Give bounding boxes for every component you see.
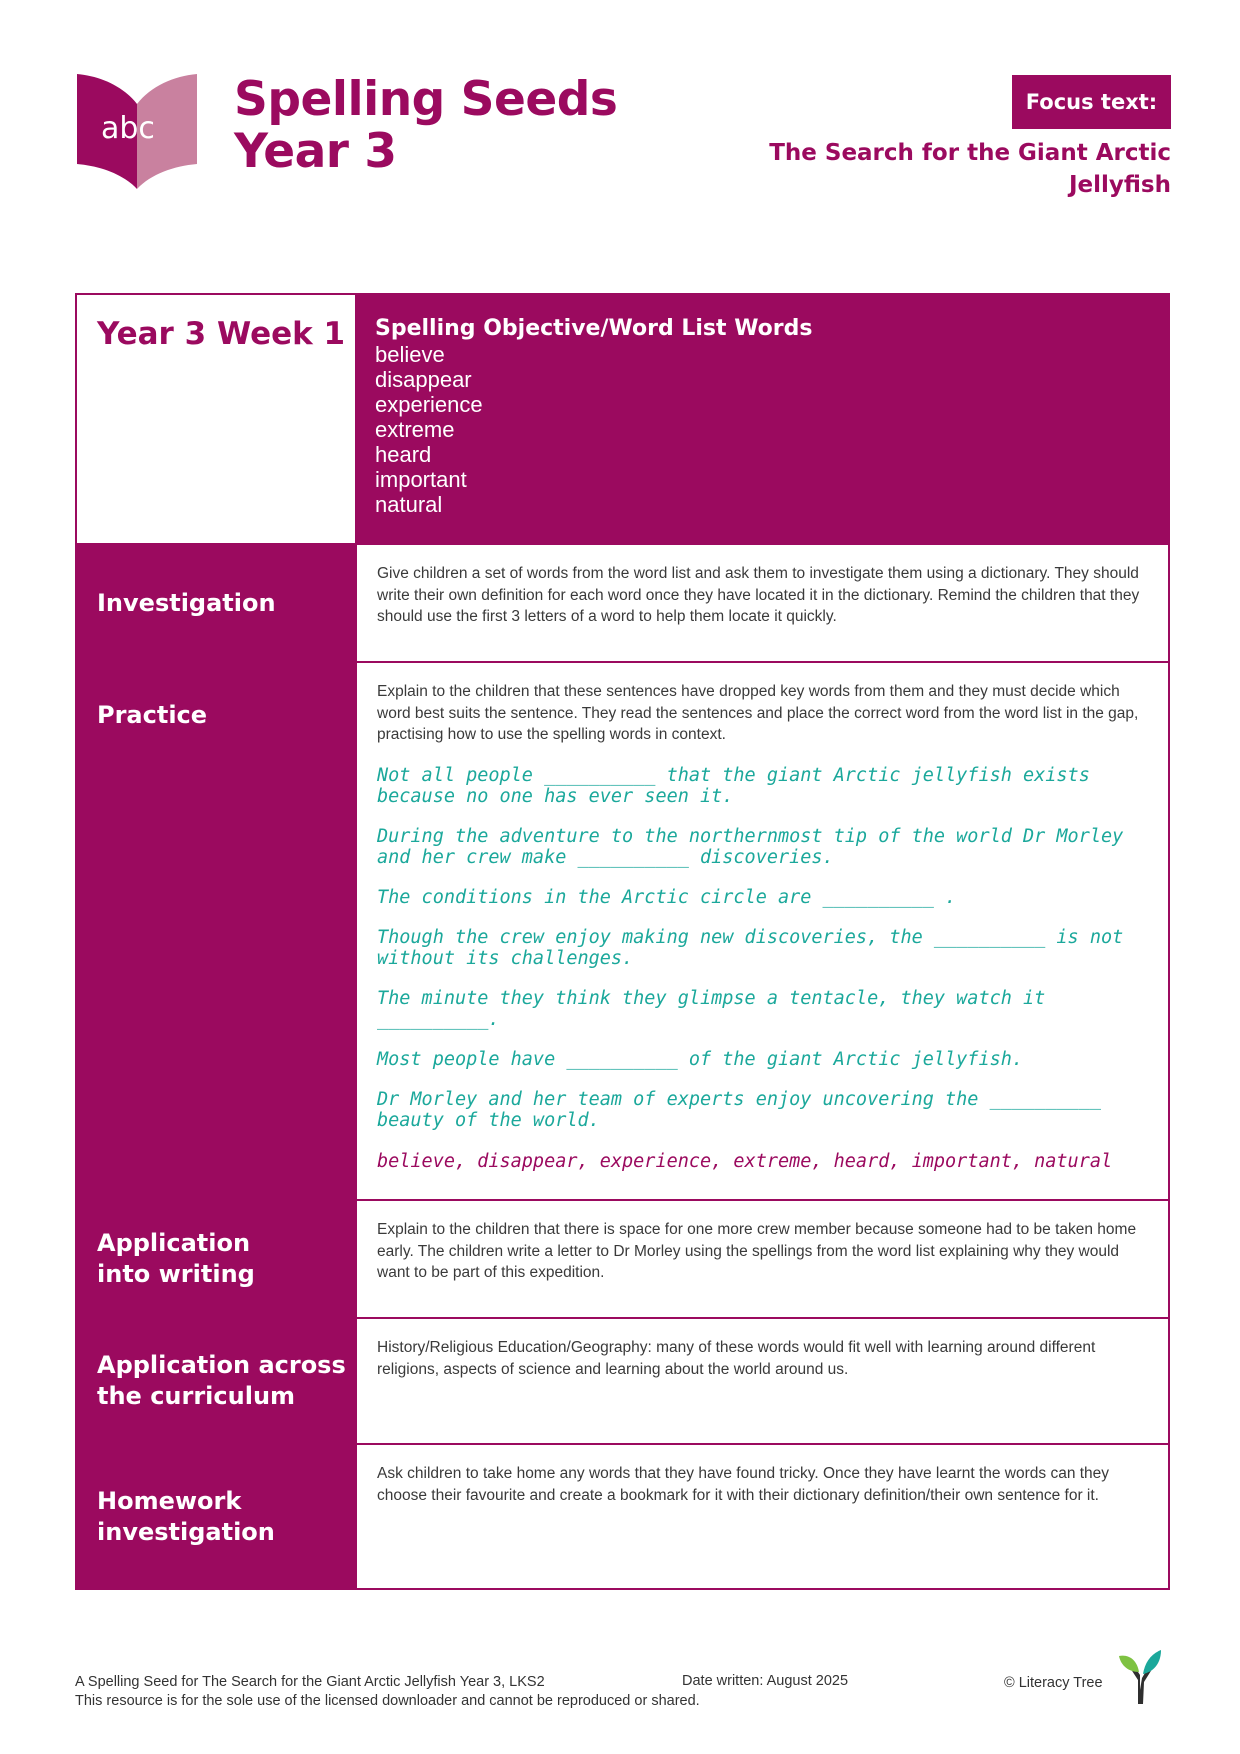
footer-line-1: A Spelling Seed for The Search for the Giant Arctic Jellyfish Year 3, LKS2 — [75, 1674, 545, 1690]
word-list-item: believe — [375, 342, 445, 367]
logo-text: abc — [101, 111, 155, 146]
application-writing-row — [77, 1199, 1168, 1317]
word-list-item: important — [375, 467, 467, 492]
footer-info — [75, 1673, 700, 1711]
objective-heading: Spelling Objective/Word List Words — [375, 316, 813, 341]
practice-sentence: Not all people __________ that the giant Arctic jellyfish exists because no one has ever seen it. — [377, 764, 1090, 807]
practice-row — [77, 661, 1168, 1199]
investigation-label: Investigation — [77, 545, 355, 661]
homework-label — [77, 1445, 355, 1588]
application-writing-label-line: Application — [97, 1229, 251, 1257]
practice-sentence: The minute they think they glimpse a tentacle, they watch it __________. — [377, 987, 1046, 1030]
practice-sentence: During the adventure to the northernmost tip of the world Dr Morley and her crew make __________ discoveries. — [377, 825, 1124, 868]
practice-sentence: Most people have __________ of the giant Arctic jellyfish. — [377, 1048, 1024, 1070]
investigation-text: Give children a set of words from the word list and ask them to investigate them using a dictionary. They should write their own definition for each word once they have located it in the dictionary. Remind the children that they should use the first 3 letters of a word to help them locate it quickly. — [355, 545, 1168, 661]
title-line-2: Year 3 — [234, 124, 397, 179]
word-list-item: experience — [375, 392, 483, 417]
practice-text: Explain to the children that these sentences have dropped key words from them and they must decide which word best suits the sentence. They read the sentences and place the correct word from the word list in the gap, practising how to use the spelling words in context. — [377, 683, 1139, 743]
title-line-1: Spelling Seeds — [234, 72, 618, 127]
objective-row — [77, 295, 1168, 543]
practice-word-list: believe, disappear, experience, extreme, heard, important, natural — [377, 1150, 1113, 1172]
footer-line-2: This resource is for the sole use of the licensed downloader and cannot be reproduced or shared. — [75, 1693, 700, 1709]
application-curriculum-row — [77, 1317, 1168, 1443]
word-list-item: natural — [375, 492, 443, 517]
application-writing-label-line: into writing — [97, 1260, 255, 1288]
application-curriculum-label — [77, 1319, 355, 1443]
page-title — [234, 74, 617, 178]
investigation-row — [77, 543, 1168, 661]
week-label: Year 3 Week 1 — [77, 295, 355, 543]
word-list-item: extreme — [375, 417, 455, 442]
application-writing-label — [77, 1201, 355, 1317]
word-list-item: disappear — [375, 367, 472, 392]
footer-copyright: © Literacy Tree — [1004, 1675, 1103, 1691]
practice-sentence: Though the crew enjoy making new discoveries, the __________ is not without its challenges. — [377, 926, 1124, 969]
objective-cell — [355, 295, 1168, 543]
application-curriculum-label-line: the curriculum — [97, 1382, 296, 1410]
focus-text-title: The Search for the Giant Arctic Jellyfish — [769, 140, 1171, 198]
practice-label: Practice — [77, 663, 355, 1199]
practice-cell — [355, 663, 1168, 1199]
focus-text-badge: Focus text: — [1012, 75, 1171, 129]
footer-date: Date written: August 2025 — [682, 1673, 849, 1689]
word-list-item: heard — [375, 442, 432, 467]
open-book-logo-icon — [75, 74, 199, 189]
lesson-table — [75, 293, 1170, 1590]
homework-row — [77, 1443, 1168, 1588]
homework-text: Ask children to take home any words that they have found tricky. Once they have learnt the words can they choose their favourite and create a bookmark for it with their dictionary definition/their own sentence for it. — [355, 1445, 1168, 1588]
homework-label-line: investigation — [97, 1517, 275, 1546]
application-curriculum-text: History/Religious Education/Geography: many of these words would fit well with learning around different religions, aspects of science and learning about the world around us. — [355, 1319, 1168, 1443]
application-writing-text: Explain to the children that there is space for one more crew member because someone had to be taken home early. The children write a letter to Dr Morley using the spellings from the word list explaining why they would want to be part of this expedition. — [355, 1201, 1168, 1317]
practice-sentence: Dr Morley and her team of experts enjoy uncovering the __________ beauty of the world. — [377, 1088, 1101, 1131]
tree-logo-icon — [1117, 1650, 1163, 1704]
practice-sentence: The conditions in the Arctic circle are __________ . — [377, 886, 957, 908]
application-curriculum-label-line: Application across — [97, 1351, 346, 1379]
homework-label-line: Homework — [97, 1486, 242, 1515]
